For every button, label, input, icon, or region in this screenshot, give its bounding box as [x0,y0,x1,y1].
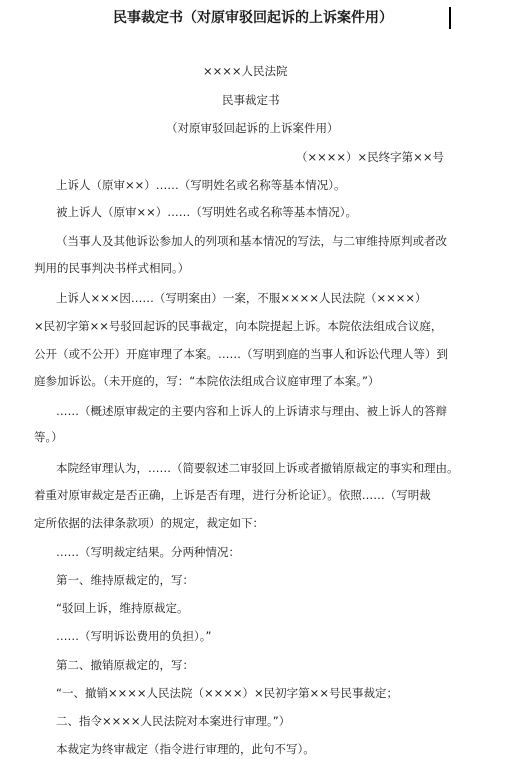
body-line: 上诉人（原审××）……（写明姓名或名称等基本情况）。 [56,178,346,192]
text-cursor [449,7,451,29]
body-line: 等。） [34,430,63,444]
doc-subtitle: （对原审驳回起诉的上诉案件用） [166,121,339,135]
body-line: ×民初字第××号驳回起诉的民事裁定，向本院提起上诉。本院依法组成合议庭， [34,319,443,333]
body-line: “一、撤销××××人民法院（××××）×民初字第××号民事裁定； [56,686,398,700]
body-line: ……（写明裁定结果。分两种情况： [56,545,240,559]
body-line: 第一、维持原裁定的，写： [56,573,194,587]
case-number: （××××）×民终字第××号 [296,150,444,164]
body-line: 判用的民事判决书样式相同。） [34,261,190,275]
body-line: 二、指令××××人民法院对本案进行审理。”） [56,714,291,728]
body-line: （当事人及其他诉讼参加人的列项和基本情况的写法，与二审维持原判或者改 [56,234,447,248]
body-line: 公开（或不公开）开庭审理了本案。……（写明到庭的当事人和诉讼代理人等）到 [34,347,448,361]
body-line: ……（写明诉讼费用的负担）。” [56,629,212,643]
body-line: ……（概述原审裁定的主要内容和上诉人的上诉请求与理由、被上诉人的答辩 [56,404,447,418]
doc-type: 民事裁定书 [222,93,280,107]
body-line: 着重对原审裁定是否正确，上诉是否有理，进行分析论证）。依照……（写明裁 [34,488,431,502]
body-line: 被上诉人（原审××）……（写明姓名或名称等基本情况）。 [56,205,358,219]
body-line: 本院经审理认为，……（简要叙述二审驳回上诉或者撤销原裁定的事实和理由。 [56,461,459,475]
court-name: ××××人民法院 [203,64,288,78]
body-line: “驳回上诉，维持原裁定。 [56,601,189,615]
body-line: 第二、撤销原裁定的，写： [56,658,194,672]
body-line: 本裁定为终审裁定（指令进行审理的，此句不写）。 [56,742,315,756]
body-line: 定所依据的法律条款项）的规定，裁定如下： [34,516,264,530]
body-line: 上诉人×××因……（写明案由）一案，不服××××人民法院（××××） [56,291,427,305]
document-title: 民事裁定书（对原审驳回起诉的上诉案件用） [113,10,393,26]
body-line: 庭参加诉讼。（未开庭的，写：“本院依法组成合议庭审理了本案。”） [34,374,380,388]
